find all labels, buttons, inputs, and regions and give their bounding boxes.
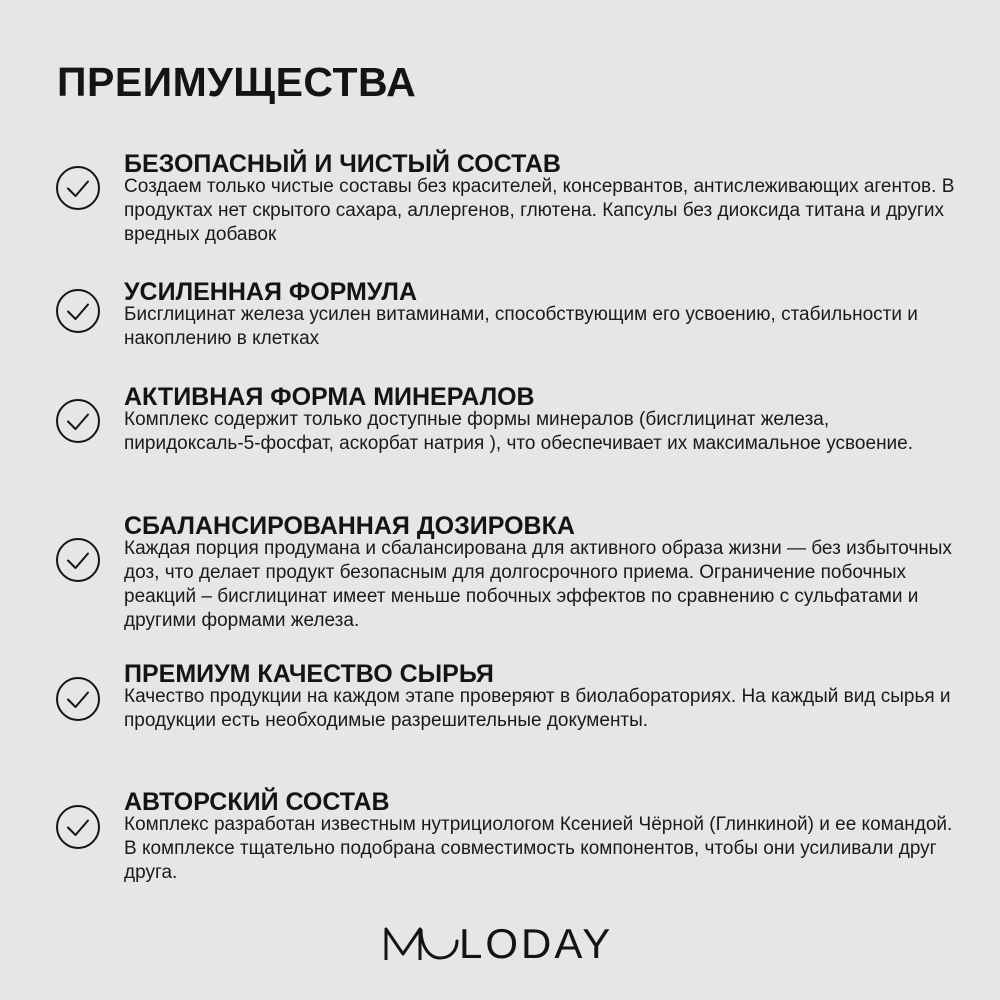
benefit-description: Комплекс разработан известным нутрициологом Ксенией Чёрной (Глинкиной) и ее командой. В комплексе тщательно подобрана совместимость компонентов, чтобы они усиливали друг друга. <box>124 814 953 883</box>
check-circle-icon <box>55 288 101 334</box>
benefit-description: Качество продукции на каждом этапе проверяют в биолабораториях. На каждый вид сырья и продукции есть необходимые разрешительные документы. <box>124 686 951 731</box>
logo-wordmark: LODAY <box>459 920 614 967</box>
benefit-title: УСИЛЕННАЯ ФОРМУЛА <box>124 278 418 306</box>
check-circle-icon <box>55 165 101 211</box>
check-circle-icon <box>55 537 101 583</box>
benefit-title: АКТИВНАЯ ФОРМА МИНЕРАЛОВ <box>124 383 535 411</box>
benefit-title: ПРЕМИУМ КАЧЕСТВО СЫРЬЯ <box>124 660 494 688</box>
brand-logo <box>383 919 613 969</box>
check-circle-icon <box>55 676 101 722</box>
benefit-title: СБАЛАНСИРОВАННАЯ ДОЗИРОВКА <box>124 512 575 540</box>
benefit-title: АВТОРСКИЙ СОСТАВ <box>124 788 390 816</box>
logo-mark-icon <box>383 924 459 964</box>
check-circle-icon <box>55 804 101 850</box>
benefit-description: Комплекс содержит только доступные формы минералов (бисглицинат железа, пиридоксаль-5-фосфат, аскорбат натрия ), что обеспечивает их максимальное усвоение. <box>124 409 914 454</box>
benefit-description: Создаем только чистые составы без красителей, консервантов, антислеживающих агентов. В продуктах нет скрытого сахара, аллергенов, глютена. Капсулы без диоксида титана и других вредных добавок <box>124 176 955 245</box>
benefit-description: Бисглицинат железа усилен витаминами, способствующим его усвоению, стабильности и накоплению в клетках <box>124 304 918 349</box>
check-circle-icon <box>55 398 101 444</box>
benefit-title: БЕЗОПАСНЫЙ И ЧИСТЫЙ СОСТАВ <box>124 150 561 178</box>
page-title: ПРЕИМУЩЕСТВА <box>57 59 417 105</box>
benefit-description: Каждая порция продумана и сбалансирована для активного образа жизни — без избыточных доз, что делает продукт безопасным для долгосрочного приема. Ограничение побочных реакций – бисглицинат имеет меньше побочных эффектов по сравнению с сульфатами и другими формами железа. <box>124 538 952 631</box>
